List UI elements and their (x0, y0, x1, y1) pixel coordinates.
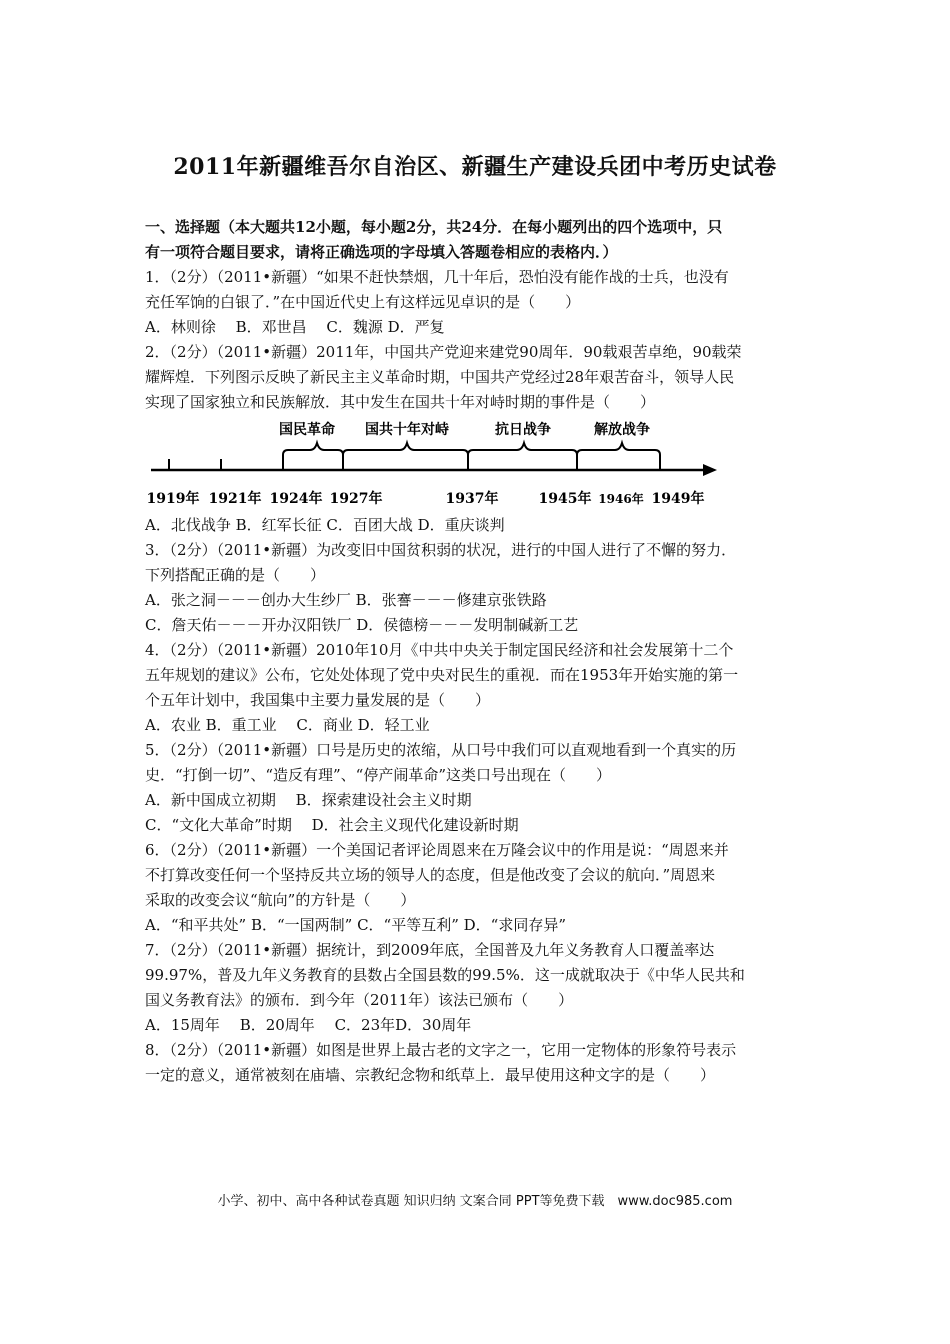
bracket-ten-year-confrontation (343, 443, 468, 470)
year-label: 1949年 (651, 491, 705, 507)
year-label: 1937年 (445, 491, 499, 507)
bracket-liberation-war (577, 443, 660, 470)
q6-options: A．“和平共处” B．“一国两制” C．“平等互利” D．“求同存异” (145, 916, 567, 934)
footer-link[interactable]: 小学、初中、高中各种试卷真题 知识归纳 文案合同 PPT等免费下载 www.doc985.com (217, 1194, 733, 1209)
q2-line-2: 耀辉煌．下列图示反映了新民主主义革命时期，中国共产党经过28年艰苦奋斗，领导人民 (145, 368, 735, 386)
q6-line-3: 采取的改变会议“航向”的方针是（ ） (145, 891, 416, 909)
q5-options-ab: A．新中国成立初期 B．探索建设社会主义时期 (145, 791, 472, 809)
q5-line-1: 5．（2分）（2011•新疆）口号是历史的浓缩，从口号中我们可以直观地看到一个真实的历 (145, 741, 737, 759)
period-label: 国民革命 (279, 422, 335, 438)
q1-line-2: 充任军饷的白银了．”在中国近代史上有这样远见卓识的是（ ） (145, 293, 581, 311)
q4-options: A．农业 B．重工业 C．商业 D．轻工业 (145, 716, 430, 734)
q8-line-2: 一定的意义，通常被刻在庙墙、宗教纪念物和纸草上．最早使用这种文字的是（ ） (145, 1066, 716, 1084)
section-header-line-1: 一、选择题（本大题共12小题，每小题2分，共24分．在每小题列出的四个选项中，只 (145, 218, 723, 236)
bracket-anti-japanese-war (468, 443, 577, 470)
year-label: 1927年 (329, 491, 383, 507)
q5-options-cd: C．“文化大革命”时期 D．社会主义现代化建设新时期 (145, 816, 519, 834)
bracket-national-revolution (283, 443, 343, 470)
year-label: 1921年 (208, 491, 262, 507)
year-label: 1945年 (538, 491, 592, 507)
timeline-arrow (703, 464, 717, 476)
q2-line-3: 实现了国家独立和民族解放．其中发生在国共十年对峙时期的事件是（ ） (145, 393, 656, 411)
year-label: 1919年 (146, 491, 200, 507)
q5-line-2: 史．“打倒一切”、“造反有理”、“停产闹革命”这类口号出现在（ ） (145, 766, 612, 784)
q8-line-1: 8．（2分）（2011•新疆）如图是世界上最古老的文字之一，它用一定物体的形象符号表示 (145, 1041, 737, 1059)
q2-line-1: 2．（2分）（2011•新疆）2011年，中国共产党迎来建党90周年．90载艰苦卓绝，90载荣 (145, 343, 742, 361)
exam-title: 2011年新疆维吾尔自治区、新疆生产建设兵团中考历史试卷 (173, 154, 777, 180)
timeline-svg (145, 417, 745, 507)
q3-line-1: 3．（2分）（2011•新疆）为改变旧中国贫积弱的状况，进行的中国人进行了不懈的努力． (145, 541, 737, 559)
period-label: 解放战争 (594, 422, 650, 438)
q7-options: A．15周年 B．20周年 C．23年D．30周年 (145, 1016, 472, 1034)
q6-line-1: 6．（2分）（2011•新疆）一个美国记者评论周恩来在万隆会议中的作用是说：“周恩来并 (145, 841, 729, 859)
q3-options-ab: A．张之洞－－－创办大生纱厂 B．张謇－－－修建京张铁路 (145, 591, 547, 609)
q7-line-3: 国义务教育法》的颁布．到今年（2011年）该法已颁布（ ） (145, 991, 574, 1009)
period-label: 国共十年对峙 (365, 422, 449, 438)
q7-line-1: 7．（2分）（2011•新疆）据统计，到2009年底，全国普及九年义务教育人口覆盖率达 (145, 941, 715, 959)
timeline-figure (145, 417, 745, 507)
q1-options: A．林则徐 B．邓世昌 C．魏源 D．严复 (145, 318, 445, 336)
q7-line-2: 99.97%，普及九年义务教育的县数占全国县数的99.5%．这一成就取决于《中华人民共和 (145, 966, 745, 984)
period-label: 抗日战争 (495, 422, 551, 438)
q6-line-2: 不打算改变任何一个坚持反共立场的领导人的态度，但是他改变了会议的航向．”周恩来 (145, 866, 716, 884)
q3-line-2: 下列搭配正确的是（ ） (145, 566, 326, 584)
q1-line-1: 1．（2分）（2011•新疆）“如果不赶快禁烟，几十年后，恐怕没有能作战的士兵，也没有 (145, 268, 729, 286)
year-label: 1924年 (269, 491, 323, 507)
section-header-line-2: 有一项符合题目要求，请将正确选项的字母填入答题卷相应的表格内．） (145, 243, 618, 261)
year-label: 1946年 (598, 492, 644, 506)
q4-line-1: 4．（2分）（2011•新疆）2010年10月《中共中央关于制定国民经济和社会发展第十二个 (145, 641, 734, 659)
q4-line-3: 个五年计划中，我国集中主要力量发展的是（ ） (145, 691, 491, 709)
q2-options: A．北伐战争 B．红军长征 C．百团大战 D．重庆谈判 (145, 516, 505, 534)
q3-options-cd: C．詹天佑－－－开办汉阳铁厂 D．侯德榜－－－发明制碱新工艺 (145, 616, 579, 634)
exam-body (145, 215, 815, 1088)
q4-line-2: 五年规划的建议》公布，它处处体现了党中央对民生的重视．而在1953年开始实施的第一 (145, 666, 739, 684)
